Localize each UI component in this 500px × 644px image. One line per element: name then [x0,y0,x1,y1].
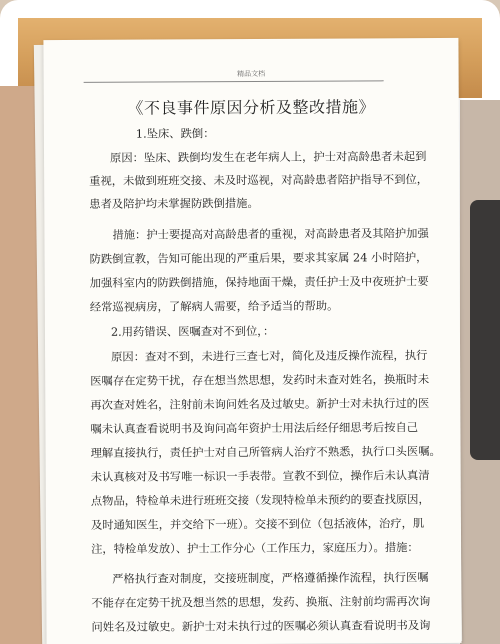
laptop-edge [470,200,500,460]
paragraph-line: 重视，未做到班班交接、未及时巡视，对高龄患者陪护指导不到位， [89,173,429,188]
header-rule [84,80,384,83]
paragraph-line: 点物品，特检单未进行班班交接（发现特检单未预约的要查找原因， [90,493,430,508]
document-page [43,38,461,644]
paragraph-line: 患者及陪护均未掌握防跌倒措施。 [89,196,259,211]
document-title: 《不良事件原因分析及整改措施》 [127,97,376,118]
paragraph-line: 不能存在定势干扰及想当然的思想，发药、换瓶、注射前均需再次询 [91,595,431,610]
paragraph-line: 经常巡视病房，了解病人需要，给予适当的帮助。 [89,299,339,314]
section-heading-2: 2.用药错误、医嘱查对不到位，： [110,324,275,339]
paragraph-line: 嘱未认真查看说明书及询问高年资护士用法后经仔细思考后按自己 [90,421,419,436]
paragraph-line: 再次查对姓名，注射前未询问姓名及过敏史。新护士对未执行过的医 [90,397,430,412]
paragraph-line: 加强科室内的防跌倒措施，保持地面干燥，责任护士及中夜班护士要 [89,275,429,290]
paragraph-line: 措施：护士要提高对高龄患者的重视，对高龄患者及其陪护加强 [112,227,429,242]
paragraph-line: 问姓名及过敏史。新护士对未执行过的医嘱必须认真查看说明书及询 [91,619,431,634]
paragraph-line: 理解直接执行，责任护士对自己所管病人治疗不熟悉，执行口头医嘱。 [90,445,441,460]
paragraph-line: 未认真核对及书写唯一标识一手表带。宣教不到位，操作后未认真清 [90,469,430,484]
paragraph-line: 严格执行查对制度，交接班制度，严格遵循操作流程，执行医嘱 [112,571,429,586]
section-heading-1: 1.坠床、跌倒： [135,127,215,141]
paragraph-line: 原因：坠床、跌倒均发生在老年病人上，护士对高龄患者未起到 [110,150,427,165]
header-label: 精品文档 [237,69,266,79]
paragraph-line: 医嘱存在定势干扰，存在想当然思想，发药时未查对姓名，换瓶时未 [90,373,430,388]
paragraph-line: 及时通知医生，并交给下一班）。交接不到位（包括液体，治疗，肌 [90,517,425,532]
paragraph-line: 原因：查对不到，未进行三查七对，简化及违反操作流程，执行 [111,349,428,364]
paragraph-line: 注，特检单发放）、护士工作分心（工作压力，家庭压力）。措施： [91,541,419,556]
paragraph-line: 防跌倒宣教，告知可能出现的严重后果，要求其家属 24 小时陪护， [89,251,428,266]
